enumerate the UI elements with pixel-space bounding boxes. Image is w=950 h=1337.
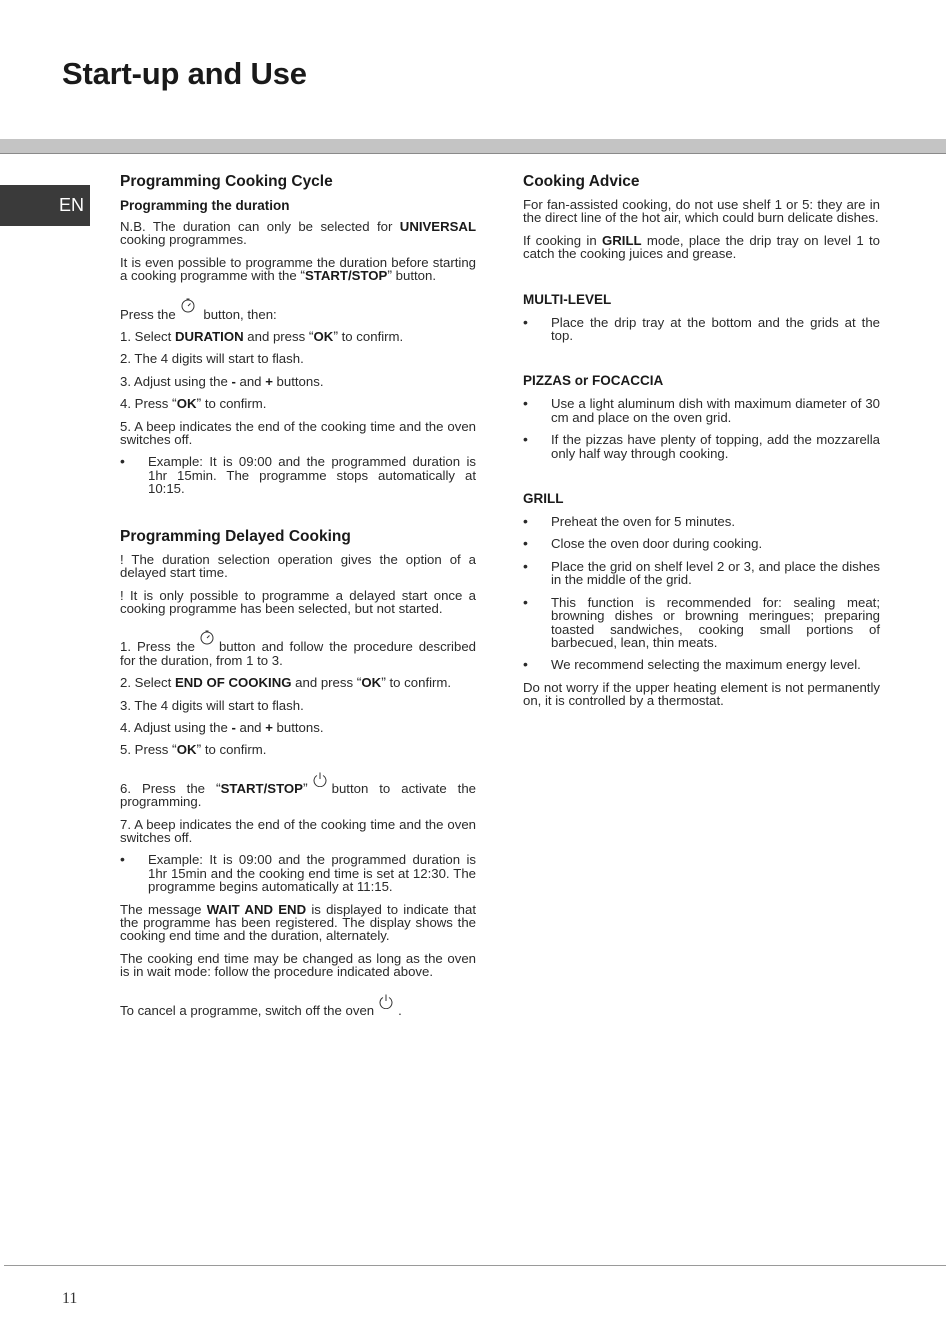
cancel-programme-line: To cancel a programme, switch off the oven . bbox=[120, 993, 476, 1017]
delayed-step-3: 3. The 4 digits will start to flash. bbox=[120, 697, 304, 713]
nb-paragraph: N.B. The duration can only be selected for UNIVERSAL cooking programmes. bbox=[120, 219, 476, 248]
pizza-bullet-1: • Use a light aluminum dish with maximum diameter of 30 cm and place on the oven grid. bbox=[523, 397, 880, 424]
language-tab: EN bbox=[0, 185, 90, 226]
power-icon bbox=[378, 993, 394, 1009]
press-button-line: Press the button, then: bbox=[120, 297, 476, 321]
subheading-grill: GRILL bbox=[523, 491, 564, 507]
example-bullet-1: • Example: It is 09:00 and the programmed duration is 1hr 15min. The programme stops automatically at 10:15. bbox=[120, 455, 476, 495]
multi-level-bullet-1: • Place the drip tray at the bottom and the grids at the top. bbox=[523, 316, 880, 343]
duration-step-3: 3. Adjust using the - and + buttons. bbox=[120, 373, 324, 389]
section-heading-cooking-advice: Cooking Advice bbox=[523, 173, 640, 190]
timer-icon bbox=[180, 297, 196, 313]
footer-divider bbox=[4, 1265, 946, 1266]
grill-bullet-2: • Close the oven door during cooking. bbox=[523, 537, 880, 550]
delayed-step-4: 4. Adjust using the - and + buttons. bbox=[120, 719, 324, 735]
wait-and-end-paragraph: The message WAIT AND END is displayed to indicate that the programme has been registered. The display shows the cooking end time and the duration, alternately. bbox=[120, 901, 476, 944]
delayed-note-2: ! It is only possible to programme a delayed start once a cooking programme has been selected, but not started. bbox=[120, 587, 476, 616]
advice-paragraph-2: If cooking in GRILL mode, place the drip tray on level 1 to catch the cooking juices and grease. bbox=[523, 232, 880, 262]
grill-bullet-5: • We recommend selecting the maximum energy level. bbox=[523, 658, 880, 671]
power-icon bbox=[312, 771, 328, 787]
delayed-step-2: 2. Select END OF COOKING and press “OK” to confirm. bbox=[120, 674, 452, 691]
delayed-step-7: 7. A beep indicates the end of the cooking time and the oven switches off. bbox=[120, 816, 476, 845]
duration-step-5: 5. A beep indicates the end of the cooking time and the oven switches off. bbox=[120, 418, 476, 448]
pizza-bullet-2: • If the pizzas have plenty of topping, add the mozzarella only half way through cooking. bbox=[523, 433, 880, 460]
header-bar bbox=[0, 139, 946, 154]
grill-bullet-4: • This function is recommended for: sealing meat; browning dishes or browning meringues; preparing toasted sandwiches, cooking small portions of barbecued, lean, thin meats. bbox=[523, 596, 880, 650]
duration-step-1: 1. Select DURATION and press “OK” to confirm. bbox=[120, 328, 404, 345]
grill-note: Do not worry if the upper heating element is not permanently on, it is controlled by a thermostat. bbox=[523, 679, 880, 709]
page-title: Start-up and Use bbox=[62, 56, 307, 91]
example-bullet-2: • Example: It is 09:00 and the programmed duration is 1hr 15min and the cooking end time is set at 12:30. The programme begins automatically at 11:15. bbox=[120, 853, 476, 893]
left-column bbox=[120, 172, 476, 1026]
subheading-pizzas-focaccia: PIZZAS or FOCACCIA bbox=[523, 373, 664, 389]
subheading-multi-level: MULTI-LEVEL bbox=[523, 291, 612, 307]
start-stop-paragraph: It is even possible to programme the duration before starting a cooking programme with the “START/STOP” button. bbox=[120, 254, 476, 284]
duration-step-2: 2. The 4 digits will start to flash. bbox=[120, 351, 304, 367]
duration-step-4: 4. Press “OK” to confirm. bbox=[120, 395, 267, 412]
section-heading-programming-cooking-cycle: Programming Cooking Cycle bbox=[120, 173, 333, 190]
delayed-note-1: ! The duration selection operation gives the option of a delayed start time. bbox=[120, 551, 476, 581]
page-number: 11 bbox=[62, 1290, 78, 1307]
timer-icon bbox=[199, 629, 215, 645]
grill-bullet-3: • Place the grid on shelf level 2 or 3, and place the dishes in the middle of the grid. bbox=[523, 560, 880, 587]
right-column bbox=[523, 172, 880, 717]
delayed-step-1: 1. Press the button and follow the procedure described for the duration, from 1 to 3. bbox=[120, 629, 476, 667]
change-end-time-paragraph: The cooking end time may be changed as long as the oven is in wait mode: follow the procedure indicated above. bbox=[120, 950, 476, 980]
advice-paragraph-1: For fan-assisted cooking, do not use shelf 1 or 5: they are in the direct line of the hot air, which could burn delicate dishes. bbox=[523, 197, 880, 226]
grill-bullet-1: • Preheat the oven for 5 minutes. bbox=[523, 515, 880, 528]
section-heading-delayed-cooking: Programming Delayed Cooking bbox=[120, 527, 351, 545]
subheading-programming-duration: Programming the duration bbox=[120, 198, 290, 213]
delayed-step-5: 5. Press “OK” to confirm. bbox=[120, 741, 267, 758]
delayed-step-6: 6. Press the “START/STOP” button to activate the programming. bbox=[120, 771, 476, 809]
